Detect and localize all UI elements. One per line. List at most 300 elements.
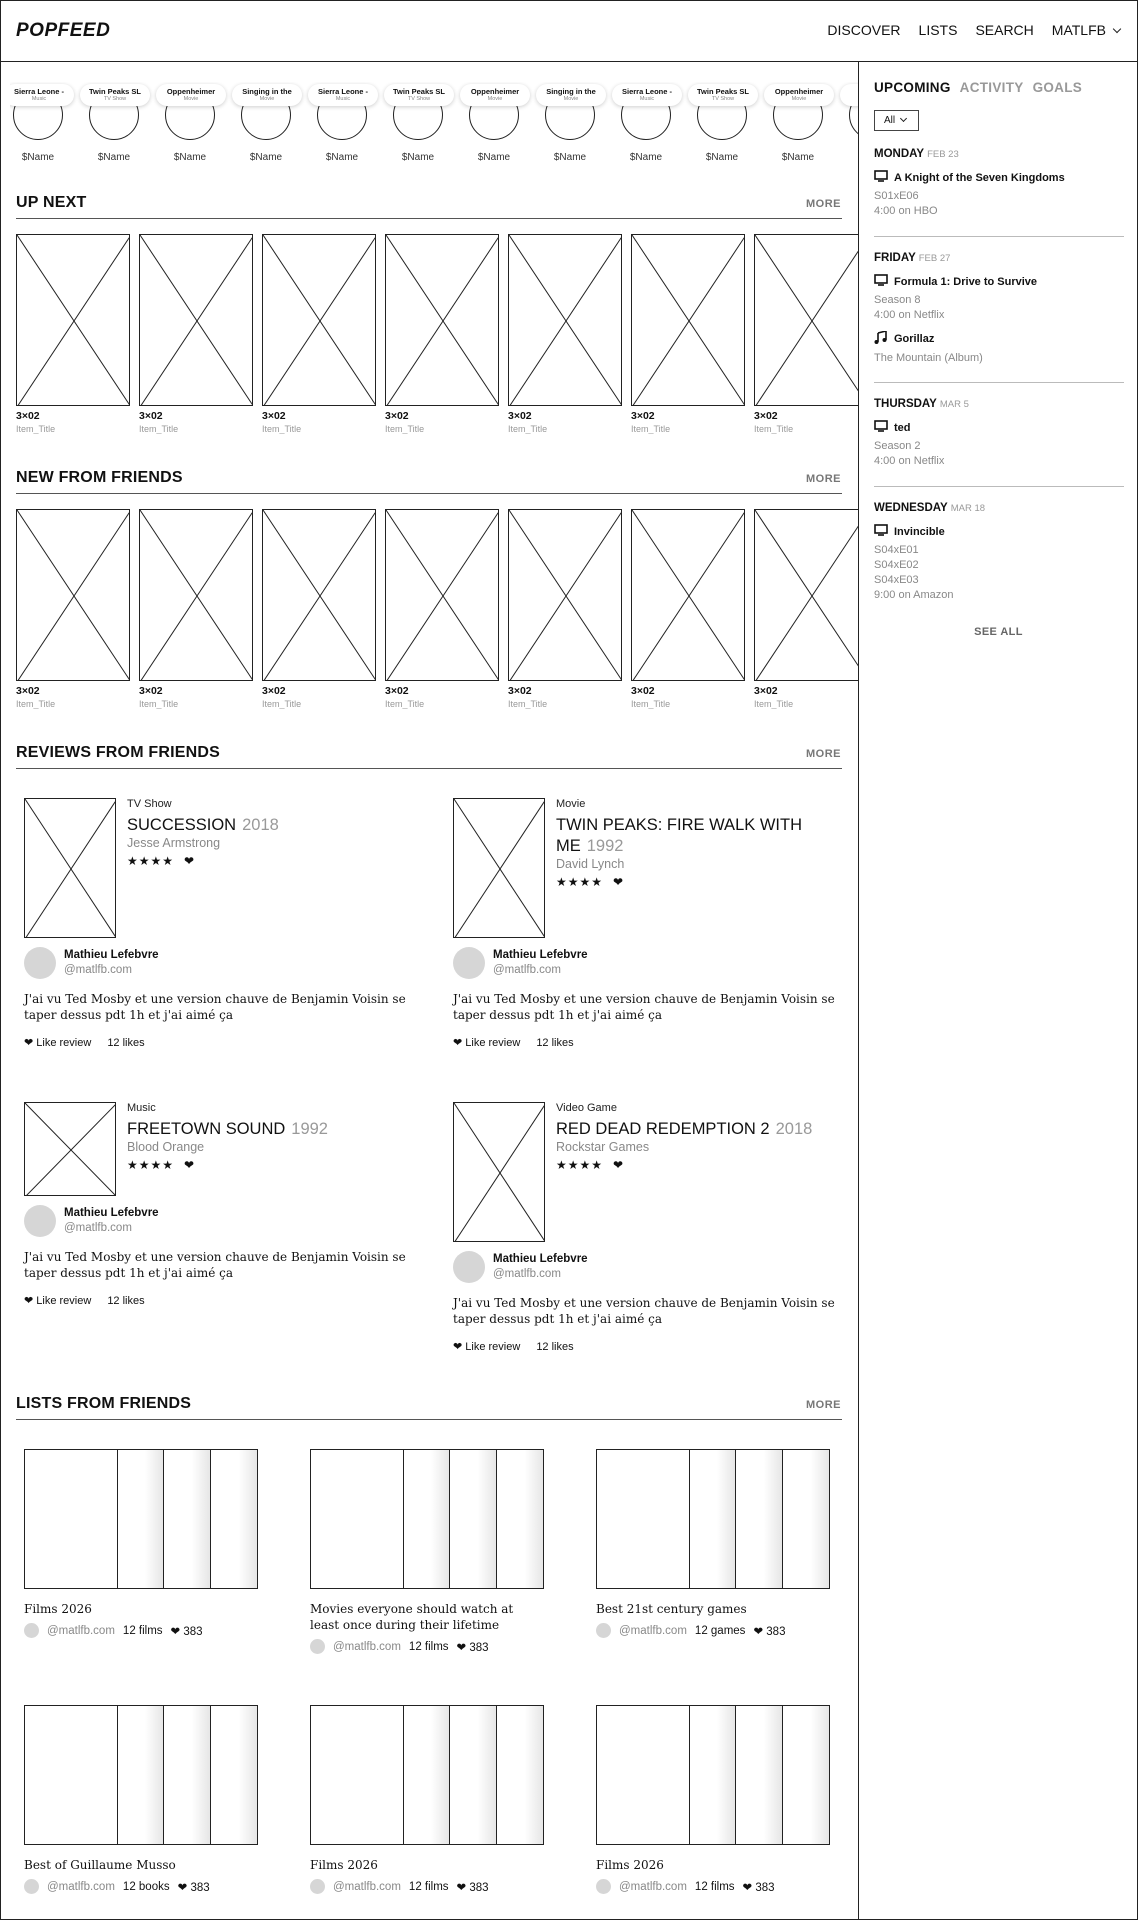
poster-episode: 3×02 — [16, 685, 40, 697]
review-author[interactable] — [453, 947, 853, 981]
review-info — [127, 1102, 427, 1172]
star-icons: ★★★★ — [556, 1158, 604, 1172]
list-likes — [457, 1880, 489, 1894]
up-next-more-link[interactable]: MORE — [806, 198, 841, 210]
heart-icon: ❤ — [184, 1158, 196, 1172]
review-author[interactable] — [24, 947, 424, 981]
like-count: 12 likes — [536, 1036, 574, 1049]
event-name: Formula 1: Drive to Survive — [894, 275, 1038, 288]
event-detail: Season 8 — [874, 294, 921, 306]
event-title — [874, 274, 1122, 289]
poster-title: Item_Title — [385, 424, 425, 434]
list-title[interactable]: Films 2026 — [596, 1858, 664, 1872]
nav-lists[interactable]: LISTS — [918, 22, 958, 38]
poster-title: Item_Title — [631, 424, 671, 434]
tv-icon-glyph — [874, 170, 888, 182]
story-pill-title: Singing in the — [242, 87, 292, 96]
poster-card[interactable] — [262, 234, 376, 434]
list-card[interactable] — [24, 1449, 264, 1638]
poster-card[interactable] — [16, 234, 130, 434]
poster-title: Item_Title — [16, 424, 56, 434]
avatar — [24, 947, 56, 979]
list-cover-stack — [24, 1449, 258, 1589]
main-nav — [827, 22, 1120, 38]
story-name: $Name — [553, 152, 587, 163]
list-cover-main — [25, 1706, 118, 1844]
upcoming-event[interactable] — [874, 170, 1122, 217]
list-cover-stacked — [783, 1450, 829, 1588]
story-item[interactable] — [770, 82, 826, 192]
poster-card[interactable] — [508, 234, 622, 434]
list-cover-stacked — [164, 1706, 210, 1844]
event-title — [874, 331, 1122, 347]
heart-icon: ❤ — [456, 1641, 470, 1654]
list-item-count: 12 books — [122, 1880, 170, 1893]
list-cover-stack — [24, 1705, 258, 1845]
nav-discover[interactable]: DISCOVER — [827, 22, 901, 38]
list-likes — [178, 1880, 210, 1894]
upcoming-event[interactable] — [874, 420, 1122, 467]
story-item[interactable] — [466, 82, 522, 192]
sidebar-tabs — [874, 80, 1082, 95]
story-pill-title: Oppenheimer — [470, 87, 520, 96]
avatar — [24, 1623, 39, 1638]
list-card[interactable] — [310, 1449, 550, 1654]
heart-icon: ❤ — [453, 1341, 466, 1353]
event-detail: Season 2 — [874, 440, 921, 452]
story-pill-type: Movie — [259, 96, 275, 102]
review-title-text: FREETOWN SOUND — [127, 1120, 286, 1138]
story-pill-type: Music — [335, 96, 351, 102]
list-like-count: 383 — [183, 1625, 203, 1638]
review-cover[interactable] — [24, 1102, 116, 1196]
poster-card[interactable] — [754, 509, 858, 709]
review-cover[interactable] — [453, 798, 545, 938]
poster-title: Item_Title — [754, 424, 794, 434]
list-likes — [457, 1640, 489, 1654]
avatar — [453, 1251, 485, 1283]
day-date: FEB 27 — [918, 253, 951, 264]
upcoming-event[interactable] — [874, 524, 1122, 601]
story-name: $Name — [705, 152, 739, 163]
list-card[interactable] — [310, 1705, 550, 1894]
filter-select[interactable] — [874, 110, 919, 131]
review-info — [556, 1102, 856, 1172]
poster-card[interactable] — [631, 509, 745, 709]
event-title — [874, 420, 1122, 435]
list-author-handle: @matlfb.com — [47, 1880, 115, 1893]
event-detail: 4:00 on Netflix — [874, 455, 945, 467]
placeholder-x-icon — [17, 235, 130, 406]
review-media-type: Movie — [556, 798, 586, 810]
author-name: Mathieu Lefebvre — [64, 949, 159, 961]
tv-icon — [874, 524, 888, 539]
reviews-title: REVIEWS FROM FRIENDS — [16, 744, 221, 761]
list-meta — [310, 1639, 550, 1654]
story-item[interactable] — [542, 82, 598, 192]
list-cover-stack — [596, 1705, 830, 1845]
story-pill-type: Music — [31, 96, 47, 102]
poster-title: Item_Title — [385, 699, 425, 709]
list-cover-stacked — [118, 1450, 164, 1588]
heart-icon: ❤ — [742, 1881, 756, 1894]
story-pill-type: TV Show — [711, 96, 735, 102]
day-name: MONDAY — [874, 148, 925, 160]
review-title-text: SUCCESSION — [127, 816, 237, 834]
list-cover-main — [311, 1450, 404, 1588]
poster-image — [262, 234, 376, 406]
nav-user-menu[interactable] — [1052, 22, 1120, 38]
new-from-friends-title: NEW FROM FRIENDS — [16, 469, 183, 486]
review-info — [556, 798, 856, 889]
poster-card[interactable] — [508, 509, 622, 709]
poster-title: Item_Title — [139, 424, 179, 434]
star-icons: ★★★★ — [556, 875, 604, 889]
sidebar — [859, 62, 1138, 1920]
story-item[interactable] — [846, 82, 858, 192]
story-name: $Name — [97, 152, 131, 163]
day-label — [874, 398, 1122, 410]
list-cover-stacked — [783, 1706, 829, 1844]
story-pill — [232, 84, 302, 106]
day-date: MAR 5 — [939, 399, 969, 410]
rating-stars — [556, 875, 856, 889]
new-from-friends-more-link[interactable]: MORE — [806, 473, 841, 485]
list-meta — [24, 1879, 264, 1894]
music-note-icon — [874, 331, 888, 347]
list-like-count: 383 — [755, 1881, 775, 1894]
story-name: $Name — [249, 152, 283, 163]
placeholder-x-icon — [25, 799, 116, 938]
tab-activity[interactable]: ACTIVITY — [959, 80, 1024, 95]
author-name: Mathieu Lefebvre — [493, 1253, 588, 1265]
list-cover-main — [311, 1706, 404, 1844]
story-item[interactable] — [314, 82, 370, 192]
review-body: J'ai vu Ted Mosby et une version chauve de Benjamin Voisin se taper dessus pdt 1h et j'ai aimé ça — [453, 1296, 835, 1326]
list-cover-main — [597, 1706, 690, 1844]
day-name: FRIDAY — [874, 252, 916, 264]
list-card[interactable] — [24, 1705, 264, 1894]
review-year: 1992 — [586, 837, 624, 855]
list-author-handle: @matlfb.com — [47, 1624, 115, 1637]
event-title — [874, 170, 1122, 185]
list-cover-stacked — [450, 1706, 496, 1844]
placeholder-x-icon — [632, 235, 745, 406]
list-cover-stack — [310, 1449, 544, 1589]
story-item[interactable] — [618, 82, 674, 192]
review-title[interactable] — [127, 1119, 427, 1140]
upcoming-day — [874, 398, 1122, 467]
event-name: ted — [894, 421, 911, 434]
review-title-text: RED DEAD REDEMPTION 2 — [556, 1120, 770, 1138]
author-handle: @matlfb.com — [64, 964, 132, 976]
like-review-label: Like review — [465, 1037, 521, 1049]
upcoming-day — [874, 252, 1122, 364]
list-likes — [753, 1624, 785, 1638]
poster-card[interactable] — [385, 234, 499, 434]
like-review-button[interactable] — [453, 1036, 520, 1049]
placeholder-x-icon — [140, 510, 253, 681]
story-pill-type: Music — [639, 96, 655, 102]
list-meta — [596, 1623, 836, 1638]
poster-episode: 3×02 — [631, 410, 655, 422]
story-pill-title — [840, 87, 858, 96]
review-media-type: TV Show — [127, 798, 172, 810]
like-review-label: Like review — [36, 1295, 92, 1307]
story-pill-title: Sierra Leone - — [317, 87, 369, 96]
like-review-button[interactable] — [453, 1340, 520, 1353]
story-name: $Name — [629, 152, 663, 163]
list-cover-stacked — [497, 1450, 543, 1588]
review-media-type: Video Game — [556, 1102, 617, 1114]
list-item-count: 12 films — [694, 1880, 735, 1893]
placeholder-x-icon — [17, 510, 130, 681]
list-cover-stacked — [118, 1706, 164, 1844]
list-cover-stacked — [690, 1450, 736, 1588]
see-all-link[interactable]: SEE ALL — [974, 626, 1023, 638]
new-from-friends-row — [16, 509, 858, 709]
list-card[interactable] — [596, 1449, 836, 1638]
story-pill-title: Oppenheimer — [166, 87, 216, 96]
list-cover-stacked — [736, 1450, 782, 1588]
poster-image — [508, 509, 622, 681]
list-meta — [596, 1879, 836, 1894]
event-detail: 4:00 on HBO — [874, 205, 938, 217]
chevron-down-icon — [1113, 25, 1121, 33]
review-card — [24, 1102, 434, 1314]
list-title[interactable]: Films 2026 — [24, 1602, 92, 1616]
story-item[interactable] — [694, 82, 750, 192]
upcoming-event[interactable] — [874, 331, 1122, 364]
review-cover[interactable] — [24, 798, 116, 938]
story-pill — [10, 84, 74, 106]
review-creator: David Lynch — [556, 857, 625, 871]
day-separator — [874, 382, 1124, 383]
like-count: 12 likes — [107, 1294, 145, 1307]
list-cover-stacked — [497, 1706, 543, 1844]
poster-title: Item_Title — [262, 699, 302, 709]
event-title — [874, 524, 1122, 539]
list-item-count: 12 games — [694, 1624, 746, 1637]
like-count: 12 likes — [536, 1340, 574, 1353]
poster-card[interactable] — [631, 234, 745, 434]
review-creator: Blood Orange — [127, 1140, 205, 1154]
lists-title: LISTS FROM FRIENDS — [16, 1395, 192, 1412]
nav-search[interactable]: SEARCH — [975, 22, 1034, 38]
story-name: $Name — [21, 152, 55, 163]
story-pill-title: Twin Peaks SL — [697, 87, 749, 96]
day-label — [874, 252, 1122, 264]
story-pill — [308, 84, 378, 106]
event-detail: 4:00 on Netflix — [874, 309, 945, 321]
list-meta — [310, 1879, 550, 1894]
review-creator: Rockstar Games — [556, 1140, 650, 1154]
chevron-down-icon — [900, 115, 907, 122]
review-actions — [453, 1036, 574, 1049]
placeholder-x-icon — [454, 1103, 545, 1242]
poster-episode: 3×02 — [139, 410, 163, 422]
placeholder-x-icon — [25, 1103, 116, 1196]
list-title[interactable]: Best 21st century games — [596, 1602, 747, 1616]
music-note-glyph — [874, 331, 888, 344]
list-like-count: 383 — [190, 1881, 210, 1894]
poster-episode: 3×02 — [631, 685, 655, 697]
story-item[interactable] — [86, 82, 142, 192]
story-item[interactable] — [162, 82, 218, 192]
story-pill-type: Movie — [563, 96, 579, 102]
upcoming-event[interactable] — [874, 274, 1122, 321]
event-name: A Knight of the Seven Kingdoms — [894, 171, 1065, 184]
story-item[interactable] — [10, 82, 66, 192]
poster-image — [139, 234, 253, 406]
list-title[interactable]: Films 2026 — [310, 1858, 378, 1872]
story-item[interactable] — [238, 82, 294, 192]
poster-title: Item_Title — [508, 424, 548, 434]
review-author[interactable] — [453, 1251, 853, 1285]
tv-icon — [874, 170, 888, 185]
review-card — [453, 1102, 858, 1360]
review-title[interactable] — [127, 815, 427, 836]
like-review-button[interactable] — [24, 1036, 91, 1049]
poster-card[interactable] — [16, 509, 130, 709]
upcoming-day — [874, 148, 1122, 217]
poster-card[interactable] — [262, 509, 376, 709]
up-next-row — [16, 234, 858, 434]
avatar — [24, 1205, 56, 1237]
reviews-rule — [16, 768, 842, 769]
review-author[interactable] — [24, 1205, 424, 1239]
star-icons: ★★★★ — [127, 854, 175, 868]
avatar — [596, 1879, 611, 1894]
list-cover-stack — [596, 1449, 830, 1589]
story-item[interactable] — [390, 82, 446, 192]
list-cover-stacked — [404, 1450, 450, 1588]
list-like-count: 383 — [469, 1641, 489, 1654]
top-header — [0, 0, 1138, 62]
filter-select-value: All — [884, 115, 896, 126]
review-year: 1992 — [291, 1120, 328, 1138]
poster-episode: 3×02 — [262, 410, 286, 422]
list-author-handle: @matlfb.com — [333, 1880, 401, 1893]
rating-stars — [556, 1158, 856, 1172]
rating-stars — [127, 1158, 427, 1172]
list-cover-stacked — [450, 1450, 496, 1588]
review-body: J'ai vu Ted Mosby et une version chauve de Benjamin Voisin se taper dessus pdt 1h et j'ai aimé ça — [24, 1250, 406, 1280]
placeholder-x-icon — [632, 510, 745, 681]
avatar — [24, 1879, 39, 1894]
review-info — [127, 798, 427, 868]
poster-image — [754, 234, 858, 406]
up-next-rule — [16, 218, 842, 219]
new-from-friends-rule — [16, 493, 842, 494]
poster-episode: 3×02 — [754, 410, 778, 422]
review-title-text: TWIN PEAKS: FIRE WALK WITH ME — [556, 816, 802, 855]
list-cover-stacked — [736, 1706, 782, 1844]
event-detail: S04xE01 — [874, 544, 919, 556]
list-card[interactable] — [596, 1705, 836, 1894]
list-cover-stacked — [164, 1450, 210, 1588]
poster-card[interactable] — [385, 509, 499, 709]
tab-upcoming[interactable]: UPCOMING — [874, 80, 951, 95]
list-author-handle: @matlfb.com — [619, 1624, 687, 1637]
heart-icon: ❤ — [177, 1881, 191, 1894]
placeholder-x-icon — [454, 799, 545, 938]
list-cover-stacked — [211, 1450, 257, 1588]
tab-goals[interactable]: GOALS — [1032, 80, 1083, 95]
star-icons: ★★★★ — [127, 1158, 175, 1172]
story-pill-type: Movie — [183, 96, 199, 102]
lists-rule — [16, 1419, 842, 1420]
story-pill-type: TV Show — [407, 96, 431, 102]
list-cover-stacked — [404, 1706, 450, 1844]
list-like-count: 383 — [469, 1881, 489, 1894]
event-detail: 9:00 on Amazon — [874, 589, 954, 601]
poster-image — [139, 509, 253, 681]
event-name: Invincible — [894, 525, 945, 538]
story-pill-title: Sierra Leone - — [13, 87, 65, 96]
story-pill — [80, 84, 150, 106]
day-label — [874, 502, 1122, 514]
nav-user-label: MATLFB — [1051, 22, 1106, 38]
logo[interactable]: POPFEED — [16, 20, 111, 41]
avatar — [596, 1623, 611, 1638]
avatar — [310, 1639, 325, 1654]
poster-image — [385, 509, 499, 681]
avatar — [453, 947, 485, 979]
review-actions — [24, 1036, 145, 1049]
reviews-more-link[interactable]: MORE — [806, 748, 841, 760]
story-pill-title: Oppenheimer — [774, 87, 824, 96]
list-title[interactable]: Best of Guillaume Musso — [24, 1858, 176, 1872]
story-pill-type: Movie — [487, 96, 503, 102]
story-pill — [460, 84, 530, 106]
poster-episode: 3×02 — [508, 410, 532, 422]
list-item-count: 12 films — [408, 1640, 449, 1653]
story-pill — [536, 84, 606, 106]
story-pill — [764, 84, 834, 106]
poster-card[interactable] — [139, 509, 253, 709]
day-date: FEB 23 — [927, 149, 959, 160]
event-detail: S04xE03 — [874, 574, 919, 586]
poster-card[interactable] — [139, 234, 253, 434]
list-cover-stacked — [690, 1706, 736, 1844]
poster-image — [631, 234, 745, 406]
poster-title: Item_Title — [631, 699, 671, 709]
list-title[interactable]: Movies everyone should watch at least once during their lifetime — [310, 1602, 514, 1632]
event-detail: S01xE06 — [874, 190, 919, 202]
review-title[interactable] — [556, 1119, 856, 1140]
main-feed — [0, 62, 858, 1920]
author-handle: @matlfb.com — [493, 964, 561, 976]
poster-image — [508, 234, 622, 406]
list-meta — [24, 1623, 264, 1638]
heart-icon: ❤ — [613, 1158, 625, 1172]
like-review-button[interactable] — [24, 1294, 91, 1307]
story-name: $Name — [173, 152, 207, 163]
review-title[interactable] — [556, 815, 856, 857]
poster-episode: 3×02 — [139, 685, 163, 697]
heart-icon: ❤ — [753, 1625, 767, 1638]
day-separator — [874, 486, 1124, 487]
poster-card[interactable] — [754, 234, 858, 434]
author-name: Mathieu Lefebvre — [493, 949, 588, 961]
review-cover[interactable] — [453, 1102, 545, 1242]
placeholder-x-icon — [386, 510, 499, 681]
heart-icon: ❤ — [170, 1625, 184, 1638]
lists-more-link[interactable]: MORE — [806, 1399, 841, 1411]
list-cover-stack — [310, 1705, 544, 1845]
story-pill-title: Sierra Leone - — [621, 87, 673, 96]
